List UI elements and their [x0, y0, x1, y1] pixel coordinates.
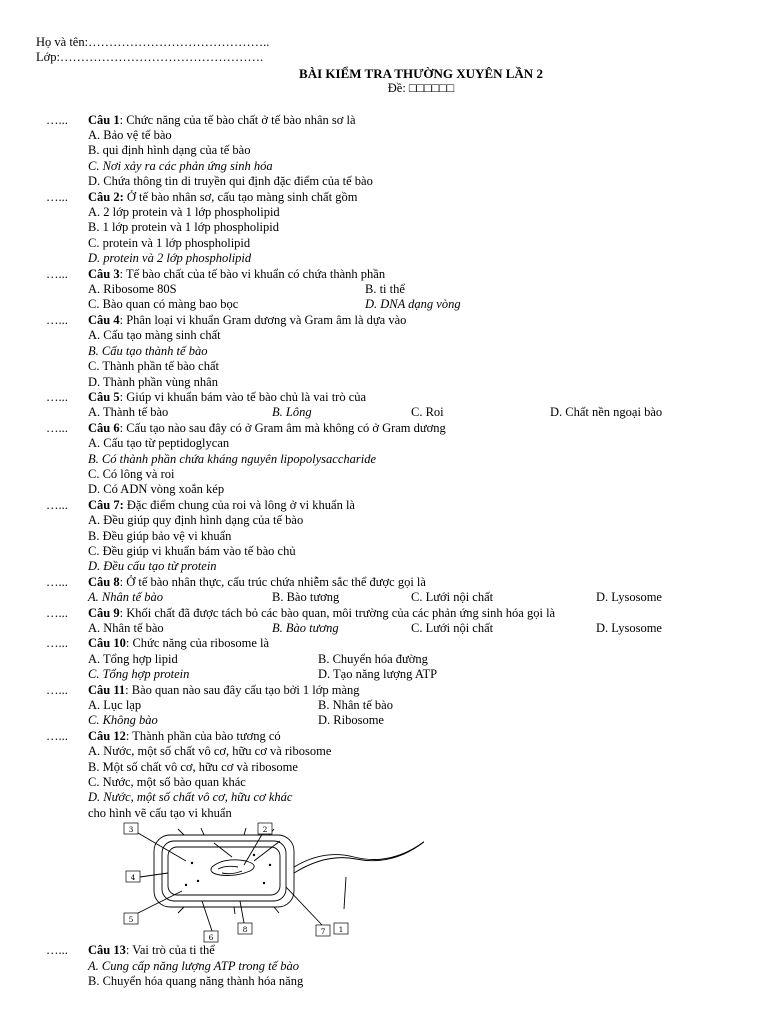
q11-option-d[interactable]: D. Ribosome	[318, 713, 384, 728]
q2-option-c[interactable]: C. protein và 1 lớp phospholipid	[88, 235, 251, 250]
question-10: …... Câu 10: Chức năng của ribosome là	[46, 636, 270, 651]
q13-option-b[interactable]: B. Chuyển hóa quang năng thành hóa năng	[88, 973, 304, 988]
flagellum	[294, 837, 424, 873]
question-11: …... Câu 11: Bào quan nào sau đây cấu tạo bởi 1 lớp màng	[46, 682, 360, 697]
q4-option-d[interactable]: D. Thành phần vùng nhân	[88, 374, 218, 389]
q6-option-b[interactable]: B. Có thành phần chứa kháng nguyên lipopolysaccharide	[88, 451, 377, 466]
q3-option-a[interactable]: A. Ribosome 80S	[88, 282, 177, 297]
q9-option-a[interactable]: A. Nhân tế bào	[88, 620, 164, 635]
q7-option-d[interactable]: D. Đều cấu tạo từ protein	[88, 559, 217, 574]
q5-option-b[interactable]: B. Lông	[272, 405, 312, 420]
q4-option-a[interactable]: A. Cấu tạo màng sinh chất	[88, 328, 221, 343]
q10-option-a[interactable]: A. Tổng hợp lipid	[88, 651, 178, 666]
q12-option-c[interactable]: C. Nước, một số bào quan khác	[88, 774, 246, 789]
label-3: 3	[128, 825, 134, 835]
student-name-line: Họ và tên:……………………………………..	[36, 35, 270, 49]
q7-option-b[interactable]: B. Đều giúp bảo vệ vi khuẩn	[88, 528, 232, 543]
q6-option-d[interactable]: D. Có ADN vòng xoắn kép	[88, 482, 225, 497]
label-5: 5	[128, 915, 134, 925]
q12-option-a[interactable]: A. Nước, một số chất vô cơ, hữu cơ và ribosome	[88, 744, 332, 759]
question-9: …... Câu 9: Khối chất đã được tách bỏ các bào quan, môi trường của các phản ứng sinh hóa gọi là	[46, 605, 556, 620]
bacteria-diagram	[94, 821, 736, 943]
question-2: …... Câu 2: Ở tế bào nhân sơ, cấu tạo màng sinh chất gồm	[46, 189, 358, 204]
q9-option-b[interactable]: B. Bào tương	[272, 620, 339, 635]
q7-option-c[interactable]: C. Đều giúp vi khuẩn bám vào tế bào chủ	[88, 543, 296, 558]
q6-option-c[interactable]: C. Có lông và roi	[88, 466, 175, 481]
q11-option-c[interactable]: C. Không bào	[88, 713, 158, 728]
label-7: 7	[320, 927, 326, 937]
bacteria-figure	[94, 821, 424, 943]
q4-option-b[interactable]: B. Cấu tạo thành tế bào	[88, 343, 208, 358]
q11-option-a[interactable]: A. Lục lạp	[88, 697, 142, 712]
question-13: …... Câu 13: Vai trò của ti thể	[46, 943, 215, 958]
page-title: BÀI KIỂM TRA THƯỜNG XUYÊN LẦN 2	[299, 65, 543, 81]
q3-option-b[interactable]: B. ti thể	[365, 282, 405, 297]
q6-option-a[interactable]: A. Cấu tạo từ peptidoglycan	[88, 436, 230, 451]
q3-option-c[interactable]: C. Bào quan có màng bao bọc	[88, 297, 239, 312]
q8-option-d[interactable]: D. Lysosome	[596, 590, 662, 605]
question-5: …... Câu 5: Giúp vi khuẩn bám vào tế bào chủ là vai trò của	[46, 389, 367, 404]
question-6: …... Câu 6: Cấu tạo nào sau đây có ở Gram âm mà không có ở Gram dương	[46, 420, 446, 435]
label-6: 6	[208, 933, 214, 943]
capsule-outline	[154, 835, 294, 907]
label-8: 8	[242, 925, 248, 935]
q12-option-b[interactable]: B. Một số chất vô cơ, hữu cơ và ribosome	[88, 759, 298, 774]
q1-option-b[interactable]: B. qui định hình dạng của tế bào	[88, 143, 251, 158]
q10-option-b[interactable]: B. Chuyển hóa đường	[318, 651, 428, 666]
label-1: 1	[338, 925, 344, 935]
q10-option-c[interactable]: C. Tổng hợp protein	[88, 667, 190, 682]
question-3: …... Câu 3: Tế bào chất của tế bào vi khuẩn có chứa thành phần	[46, 266, 386, 281]
q1-option-c[interactable]: C. Nơi xảy ra các phản ứng sinh hóa	[88, 158, 273, 173]
class-line: Lớp:………………………………………….	[36, 50, 264, 65]
q5-option-d[interactable]: D. Chất nền ngoại bào	[550, 405, 663, 420]
question-1: …... Câu 1: Chức năng của tế bào chất ở tế bào nhân sơ là	[46, 112, 356, 127]
question-12: …... Câu 12: Thành phần của bào tương có	[46, 728, 281, 743]
label-4: 4	[130, 873, 136, 883]
q1-option-d[interactable]: D. Chứa thông tin di truyền qui định đặc điểm của tế bào	[88, 174, 373, 189]
q7-option-a[interactable]: A. Đều giúp quy định hình dạng của tế bào	[88, 513, 304, 528]
q10-option-d[interactable]: D. Tạo năng lượng ATP	[318, 667, 438, 682]
q1-option-a[interactable]: A. Bảo vệ tế bào	[88, 128, 172, 143]
question-4: …... Câu 4: Phân loại vi khuẩn Gram dương và Gram âm là dựa vào	[46, 312, 407, 327]
q2-option-a[interactable]: A. 2 lớp protein và 1 lớp phospholipid	[88, 205, 280, 220]
question-7: …... Câu 7: Đặc điểm chung của roi và lông ở vi khuẩn là	[46, 497, 355, 512]
q4-option-c[interactable]: C. Thành phần tế bào chất	[88, 359, 219, 374]
q13-option-a[interactable]: A. Cung cấp năng lượng ATP trong tế bào	[88, 958, 300, 973]
q8-option-c[interactable]: C. Lưới nội chất	[411, 590, 494, 605]
q12-option-d[interactable]: D. Nước, một số chất vô cơ, hữu cơ khác	[88, 790, 293, 805]
q9-option-d[interactable]: D. Lysosome	[596, 620, 662, 635]
exam-code: Đề: □□□□□□	[387, 81, 455, 96]
q5-option-c[interactable]: C. Roi	[411, 405, 444, 420]
q5-option-a[interactable]: A. Thành tế bào	[88, 405, 169, 420]
figure-caption: cho hình vẽ cấu tạo vi khuẩn	[88, 805, 232, 820]
q9-option-c[interactable]: C. Lưới nội chất	[411, 620, 494, 635]
question-8: …... Câu 8: Ở tế bào nhân thực, cấu trúc chứa nhiễm sắc thể được gọi là	[46, 574, 426, 589]
q8-option-a[interactable]: A. Nhân tế bào	[88, 590, 163, 605]
q2-option-d[interactable]: D. protein và 2 lớp phospholipid	[88, 251, 252, 266]
q3-option-d[interactable]: D. DNA dạng vòng	[365, 297, 461, 312]
q8-option-b[interactable]: B. Bào tương	[272, 590, 340, 605]
q11-option-b[interactable]: B. Nhân tế bào	[318, 697, 393, 712]
q2-option-b[interactable]: B. 1 lớp protein và 1 lớp phospholipid	[88, 220, 279, 235]
worksheet-page	[36, 35, 736, 989]
label-2: 2	[262, 825, 268, 835]
